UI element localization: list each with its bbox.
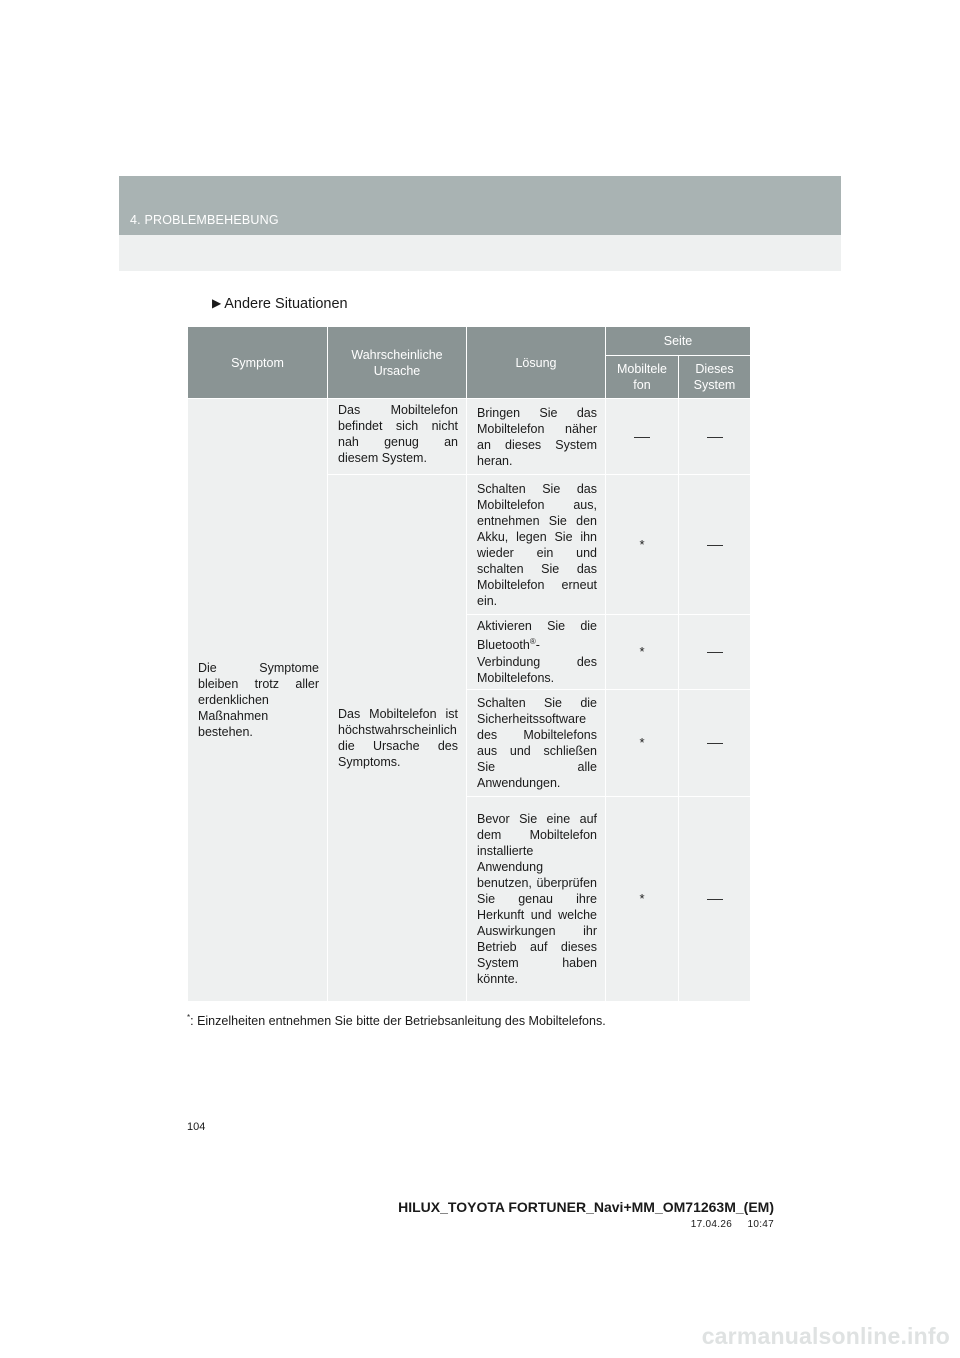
header-system: Dieses System (679, 356, 751, 399)
page-phone-cell (606, 615, 679, 690)
page-phone-cell (606, 399, 679, 475)
table-row (188, 399, 751, 475)
dash-icon (634, 437, 650, 438)
chapter-header-subbar (119, 235, 841, 271)
section-title (212, 296, 348, 312)
footnote-mark: * (187, 1013, 191, 1022)
page-system-cell (679, 475, 751, 615)
watermark: carmanualsonline.info (701, 1323, 950, 1349)
page-phone-cell (606, 475, 679, 615)
asterisk-mark: * (639, 644, 645, 659)
solution-cell: Schalten Sie das Mobiltelefon aus, entnehmen Sie den Akku, legen Sie ihn wieder ein und schalten Sie das Mobiltelefon erneut ein. (467, 475, 606, 615)
footnote (187, 1013, 606, 1028)
header-cause: Wahrscheinliche Ursache (328, 327, 467, 399)
print-timestamp: 17.04.26 10:47 (690, 1219, 774, 1230)
dash-icon (707, 437, 723, 438)
troubleshooting-table (187, 326, 751, 1002)
solution-text: Aktivieren Sie die Bluetooth (477, 619, 597, 653)
asterisk-mark: * (639, 891, 645, 906)
page-system-cell (679, 797, 751, 1002)
section-title-text: Andere Situationen (224, 296, 348, 312)
chapter-header-bar (119, 176, 841, 235)
header-page: Seite (606, 327, 751, 356)
dash-icon (707, 545, 723, 546)
solution-cell (467, 615, 606, 690)
footnote-text: : Einzelheiten entnehmen Sie bitte der Betriebsanleitung des Mobiltelefons. (190, 1014, 606, 1029)
dash-icon (707, 652, 723, 653)
solution-cell: Bevor Sie eine auf dem Mobiltelefon installierte Anwendung benutzen, überprüfen Sie genau ihre Herkunft und welche Auswirkungen ihr Betrieb auf dieses System haben könnte. (467, 797, 606, 1002)
page-number: 104 (187, 1121, 206, 1133)
page-system-cell (679, 399, 751, 475)
registered-mark: ® (529, 637, 536, 647)
symptom-cell: Die Symptome bleiben trotz aller erdenklichen Maßnahmen bestehen. (188, 399, 328, 1002)
page-system-cell (679, 690, 751, 797)
triangle-bullet-icon: ▶ (212, 296, 222, 310)
chapter-title: 4. PROBLEMBEHEBUNG (130, 213, 279, 227)
asterisk-mark: * (639, 735, 645, 750)
page-phone-cell (606, 690, 679, 797)
cause-cell: Das Mobiltelefon ist höchstwahrscheinlich die Ursache des Symptoms. (328, 475, 467, 1002)
document-id: HILUX_TOYOTA FORTUNER_Navi+MM_OM71263M_(EM) (398, 1199, 774, 1215)
solution-text: -Verbindung des Mobiltelefons. (477, 638, 597, 685)
header-symptom: Symptom (188, 327, 328, 399)
solution-cell: Schalten Sie die Sicherheitssoftware des Mobiltelefons aus und schließen Sie alle Anwendungen. (467, 690, 606, 797)
cause-cell: Das Mobiltelefon befindet sich nicht nah genug an diesem System. (328, 399, 467, 475)
header-phone: Mobiltele fon (606, 356, 679, 399)
header-solution: Lösung (467, 327, 606, 399)
asterisk-mark: * (639, 536, 645, 552)
page-phone-cell (606, 797, 679, 1002)
dash-icon (707, 899, 723, 900)
dash-icon (707, 743, 723, 744)
solution-cell: Bringen Sie das Mobiltelefon näher an dieses System heran. (467, 399, 606, 475)
page-system-cell (679, 615, 751, 690)
